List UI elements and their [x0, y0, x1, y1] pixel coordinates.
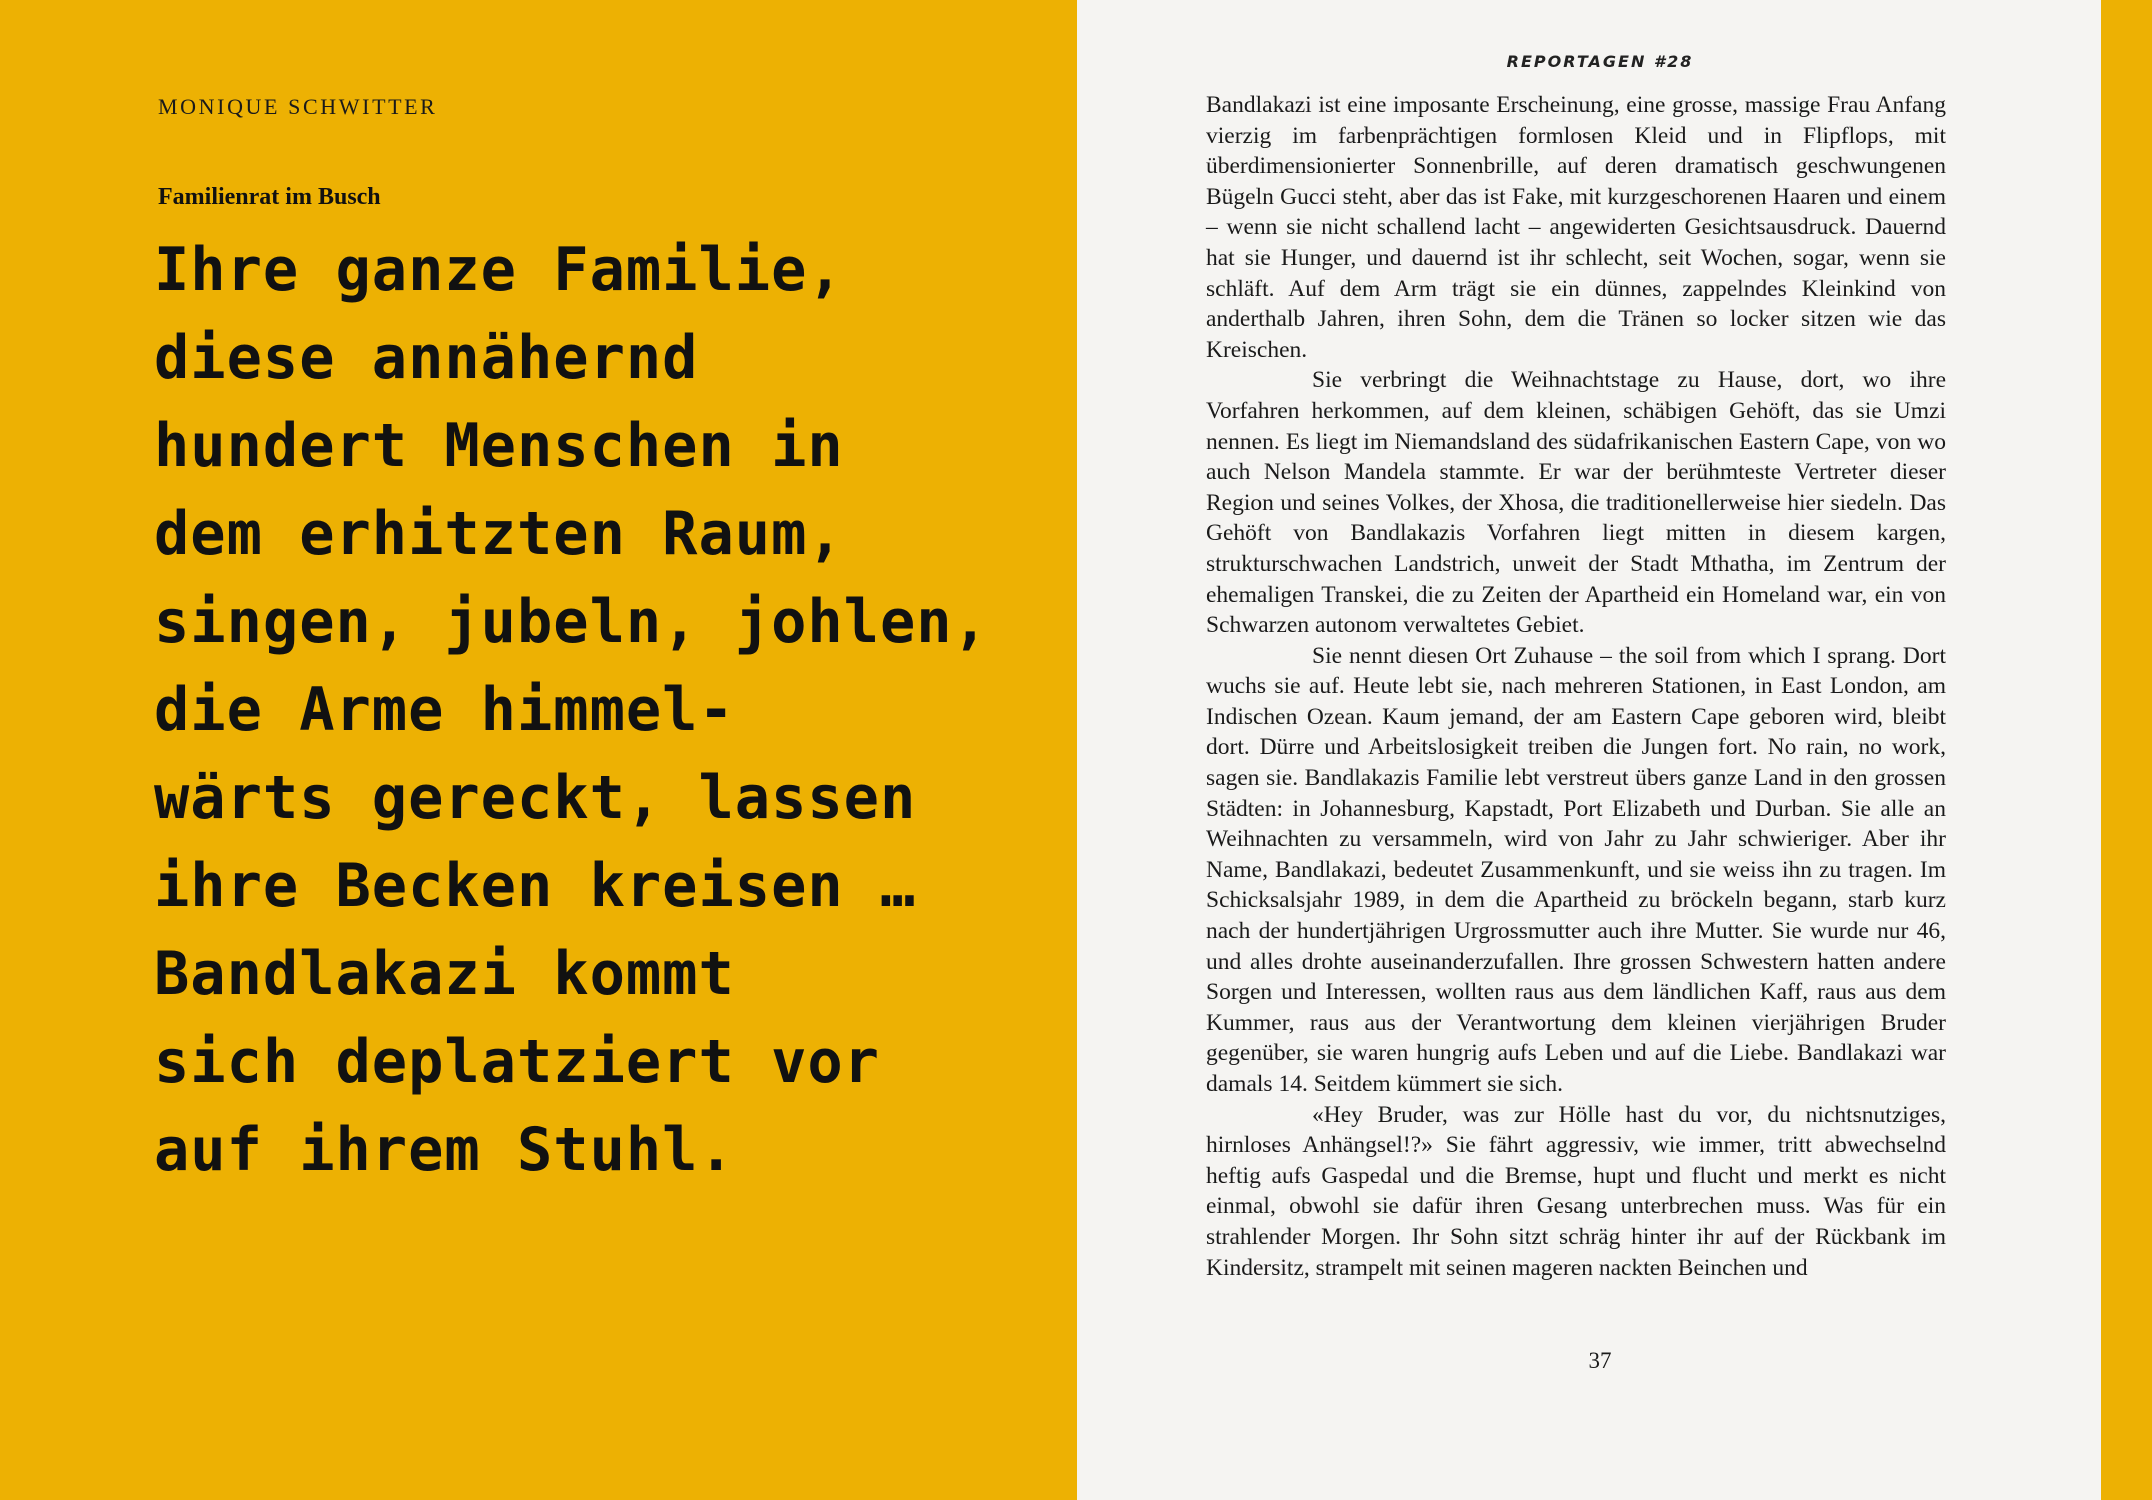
- pull-quote-line: dem erhitzten Raum,: [154, 499, 844, 569]
- article-body: [1206, 90, 1946, 1283]
- pull-quote-line: singen, jubeln, johlen,: [154, 587, 989, 657]
- pull-quote-line: hundert Menschen in: [154, 411, 844, 481]
- pull-quote-line: Bandlakazi kommt: [154, 939, 735, 1009]
- article-subtitle: Familienrat im Busch: [158, 184, 381, 210]
- pull-quote-line: Ihre ganze Familie,: [154, 235, 844, 305]
- page-number: 37: [1588, 1348, 1612, 1373]
- running-head: REPORTAGEN #28: [1506, 52, 1694, 71]
- pull-quote: [154, 226, 1054, 1194]
- pull-quote-line: wärts gereckt, lassen: [154, 763, 917, 833]
- body-paragraph: Sie verbringt die Weihnachtstage zu Hause, dort, wo ihre Vorfahren herkommen, auf dem kleinen, schäbigen Gehöft, das sie Umzi nennen. Es liegt im Niemandsland des südafrikanischen Eastern Cape, von wo auch Nelson Mandela stammte. Er war der berühmteste Vertreter dieser Region und seines Volkes, der Xhosa, die traditionellerweise hier siedeln. Das Gehöft von Bandlakazis Vorfahren liegt mitten in diesem kargen, strukturschwachen Landstrich, unweit der Stadt Mthatha, im Zentrum der ehemaligen Transkei, die zu Zeiten der Apartheid ein Homeland war, ein von Schwarzen autonom verwaltetes Gebiet.: [1206, 367, 1946, 639]
- pull-quote-line: ihre Becken kreisen …: [154, 851, 917, 921]
- pull-quote-line: diese annähernd: [154, 323, 699, 393]
- body-paragraph: Bandlakazi ist eine imposante Erscheinung, eine grosse, massige Frau Anfang vierzig im farbenprächtigen formlosen Kleid und in Flipflops, mit überdimensionierter Sonnenbrille, auf deren dramatisch geschwungenen Bügeln Gucci steht, aber das ist Fake, mit kurzgeschorenen Haaren und einem – wenn sie nicht schallend lacht – angewiderten Gesichtsausdruck. Dauernd hat sie Hunger, und dauernd ist ihr schlecht, seit Wochen, sogar, wenn sie schläft. Auf dem Arm trägt sie ein dünnes, zappelndes Kleinkind von anderthalb Jahren, ihren Sohn, dem die Tränen so locker sitzen wie das Kreischen.: [1206, 92, 1946, 363]
- pull-quote-line: sich deplatziert vor: [154, 1027, 880, 1097]
- author-name: MONIQUE SCHWITTER: [158, 94, 438, 119]
- next-page-edge: [2101, 0, 2152, 1500]
- body-paragraph: «Hey Bruder, was zur Hölle hast du vor, du nichtsnutziges, hirnloses Anhängsel!?» Sie fährt aggressiv, wie immer, tritt abwechselnd heftig aufs Gaspedal und die Bremse, hupt und flucht und merkt es nicht einmal, obwohl sie dafür ihren Gesang unterbrechen muss. Was für ein strahlender Morgen. Ihr Sohn sitzt schräg hinter ihr auf der Rückbank im Kindersitz, strampelt mit seinen mageren nackten Beinchen und: [1206, 1101, 1946, 1281]
- body-paragraph: Sie nennt diesen Ort Zuhause – the soil from which I sprang. Dort wuchs sie auf. Heute lebt sie, nach mehreren Stationen, in East London, am Indischen Ozean. Kaum jemand, der am Eastern Cape geboren wird, bleibt dort. Dürre und Arbeitslosigkeit treiben die Jungen fort. No rain, no work, sagen sie. Bandlakazis Familie lebt verstreut übers ganze Land in den grossen Städten: in Johannesburg, Kapstadt, Port Elizabeth und Durban. Sie alle an Weihnachten zu versammeln, wird von Jahr zu Jahr schwieriger. Aber ihr Name, Bandlakazi, bedeutet Zusammenkunft, und sie weiss ihn zu tragen. Im Schicksalsjahr 1989, in dem die Apartheid zu bröckeln begann, starb kurz nach der hundertjährigen Urgrossmutter auch ihre Mutter. Sie wurde nur 46, und alles drohte auseinanderzufallen. Ihre grossen Schwestern hatten andere Sorgen und Interessen, wollten raus aus dem ländlichen Kaff, raus aus dem Kummer, raus aus der Verantwortung dem kleinen vierjährigen Bruder gegenüber, sie waren hungrig aufs Leben und auf die Liebe. Bandlakazi war damals 14. Seitdem kümmert sie sich.: [1206, 642, 1946, 1097]
- pull-quote-line: die Arme himmel-: [154, 675, 735, 745]
- pull-quote-line: auf ihrem Stuhl.: [154, 1115, 735, 1185]
